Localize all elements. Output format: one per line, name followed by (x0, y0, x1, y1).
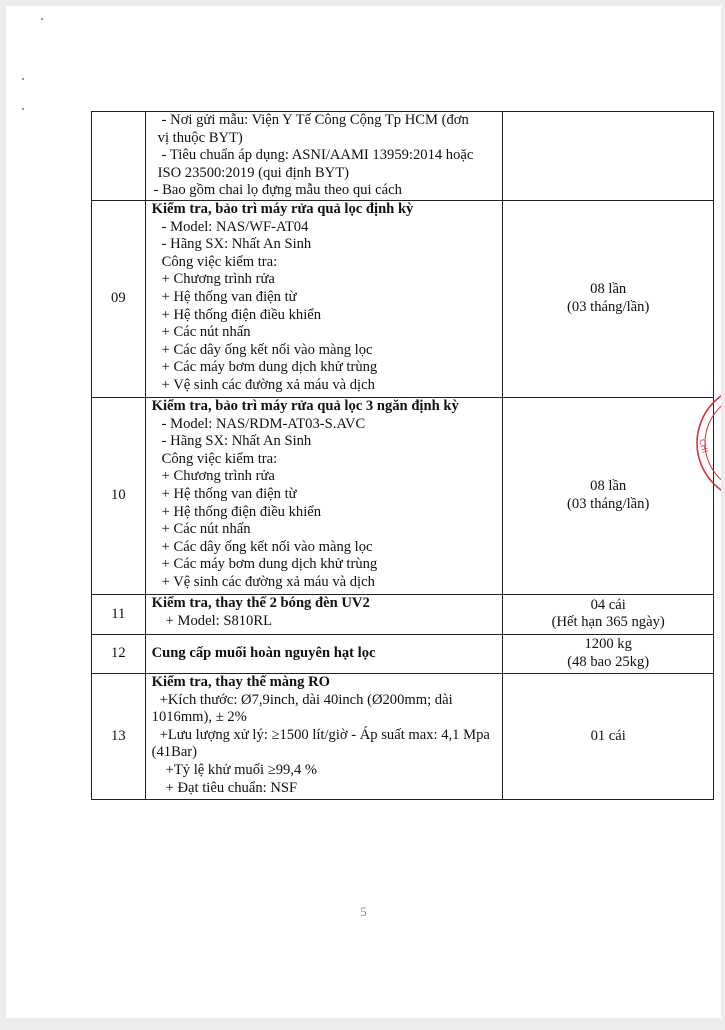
item-quantity-cell (503, 200, 714, 397)
quantity-note: (48 bao 25kg) (567, 653, 650, 670)
description-line: - Bao gồm chai lọ đựng mẫu theo qui cách (153, 182, 402, 199)
description-line: + Hệ thống van điện từ (161, 288, 297, 305)
service-table (91, 111, 714, 800)
scan-speck (41, 18, 43, 20)
description-line: - Nơi gửi mẫu: Viện Y Tế Công Cộng Tp HCM (đơn (161, 112, 469, 128)
table-row-13 (92, 673, 714, 799)
item-title: Kiểm tra, thay thế 2 bóng đèn UV2 (151, 594, 370, 611)
scan-speck (22, 108, 24, 110)
item-description-cell (145, 594, 503, 634)
quantity-value: 01 cái (590, 727, 626, 744)
item-description-cell (145, 634, 503, 673)
item-description-cell (145, 200, 503, 397)
description-line: + Các dây ống kết nối vào màng lọc (161, 341, 373, 358)
description-line: +Lưu lượng xử lý: ≥1500 lít/giờ - Áp suất max: 4,1 Mpa (41Bar) (151, 726, 490, 761)
description-line: - Tiêu chuẩn áp dụng: ASNI/AAMI 13959:2014 hoặc (161, 147, 474, 164)
description-line: + Các nút nhấn (161, 324, 251, 341)
item-description-cell (145, 112, 503, 201)
page-number: 5 (360, 904, 367, 919)
description-line: +Tỷ lệ khử muối ≥99,4 % (165, 761, 318, 778)
description-line: + Hệ thống điện điều khiển (161, 306, 322, 323)
item-title: Kiểm tra, bảo trì máy rửa quả lọc định kỳ (151, 200, 414, 217)
table-row-11 (92, 594, 714, 634)
description-line: - Model: NAS/RDM-AT03-S.AVC (161, 415, 366, 432)
description-line: + Các nút nhấn (161, 521, 251, 538)
description-line: + Các dây ống kết nối vào màng lọc (161, 538, 373, 555)
item-quantity-cell (503, 594, 714, 634)
description-line: + Vệ sinh các đường xả máu và dịch (161, 573, 375, 590)
quantity-value: 1200 kg (584, 636, 632, 653)
item-title: Cung cấp muối hoàn nguyên hạt lọc (151, 645, 376, 662)
description-line: + Chương trình rửa (161, 468, 275, 485)
item-description-cell (145, 673, 503, 799)
item-quantity-cell (503, 397, 714, 594)
description-line: - Model: NAS/WF-AT04 (161, 218, 309, 235)
description-line: + Model: S810RL (165, 612, 272, 629)
item-number: 12 (92, 634, 146, 673)
item-quantity-cell (503, 112, 714, 201)
table-row-12 (92, 634, 714, 673)
description-line: + Các máy bơm dung dịch khử trùng (161, 359, 378, 376)
scan-speck (22, 78, 24, 80)
description-line: + Chương trình rửa (161, 271, 275, 288)
item-title: Kiểm tra, bảo trì máy rửa quả lọc 3 ngăn định kỳ (151, 397, 459, 414)
item-title: Kiểm tra, thay thế màng RO (151, 673, 330, 690)
stamp-text: CHI (697, 438, 710, 454)
description-line: Công việc kiểm tra: (161, 450, 278, 467)
quantity-note: (03 tháng/lần) (567, 298, 650, 315)
item-quantity-cell (503, 673, 714, 799)
quantity-value: 04 cái (590, 596, 626, 613)
description-line: vị thuộc BYT) (157, 129, 243, 146)
description-line: - Hãng SX: Nhất An Sinh (161, 433, 312, 450)
quantity-note: (Hết hạn 365 ngày) (551, 614, 665, 631)
table-row-10 (92, 397, 714, 594)
description-line: - Hãng SX: Nhất An Sinh (161, 236, 312, 253)
table-row-continuation (92, 112, 714, 201)
description-line: + Hệ thống van điện từ (161, 485, 297, 502)
item-description-cell (145, 397, 503, 594)
description-line: Công việc kiểm tra: (161, 253, 278, 270)
table-row-09 (92, 200, 714, 397)
quantity-value: 08 lần (590, 281, 627, 298)
item-number: 13 (92, 673, 146, 799)
item-quantity-cell (503, 634, 714, 673)
stamp-seal-icon (693, 388, 721, 498)
item-number: 10 (92, 397, 146, 594)
quantity-value: 08 lần (590, 478, 627, 495)
description-line: + Hệ thống điện điều khiển (161, 503, 322, 520)
description-line: + Đạt tiêu chuẩn: NSF (165, 779, 298, 796)
item-number: 11 (92, 594, 146, 634)
description-line: ISO 23500:2019 (qui định BYT) (157, 164, 349, 181)
stamp-fragment (693, 388, 721, 498)
item-number: 09 (92, 200, 146, 397)
description-line: + Vệ sinh các đường xả máu và dịch (161, 376, 375, 393)
quantity-note: (03 tháng/lần) (567, 495, 650, 512)
description-line: + Các máy bơm dung dịch khử trùng (161, 556, 378, 573)
description-line: +Kích thước: Ø7,9inch, dài 40inch (Ø200mm; dài 1016mm), ± 2% (151, 691, 453, 726)
document-page (6, 6, 721, 1018)
item-number-cell (92, 112, 146, 201)
